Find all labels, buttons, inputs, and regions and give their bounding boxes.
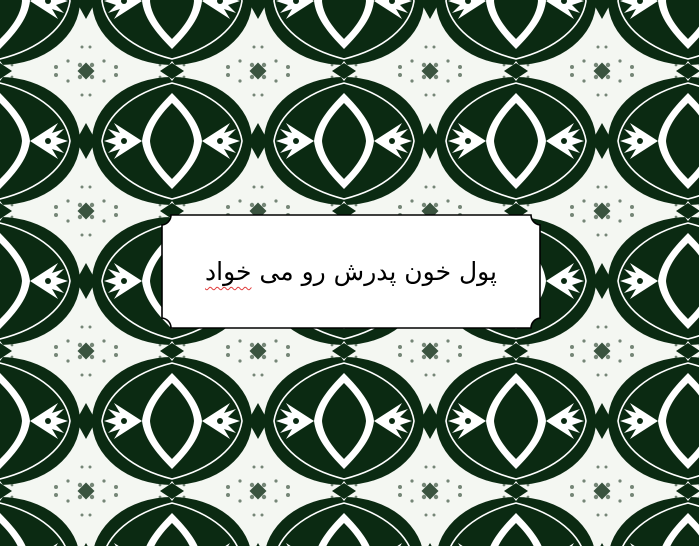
label-text — [161, 214, 541, 329]
label-text-flagged-word: خواد — [205, 257, 252, 286]
text-label-frame — [161, 214, 541, 329]
label-text-main: پول خون پدرش رو می — [259, 257, 498, 286]
